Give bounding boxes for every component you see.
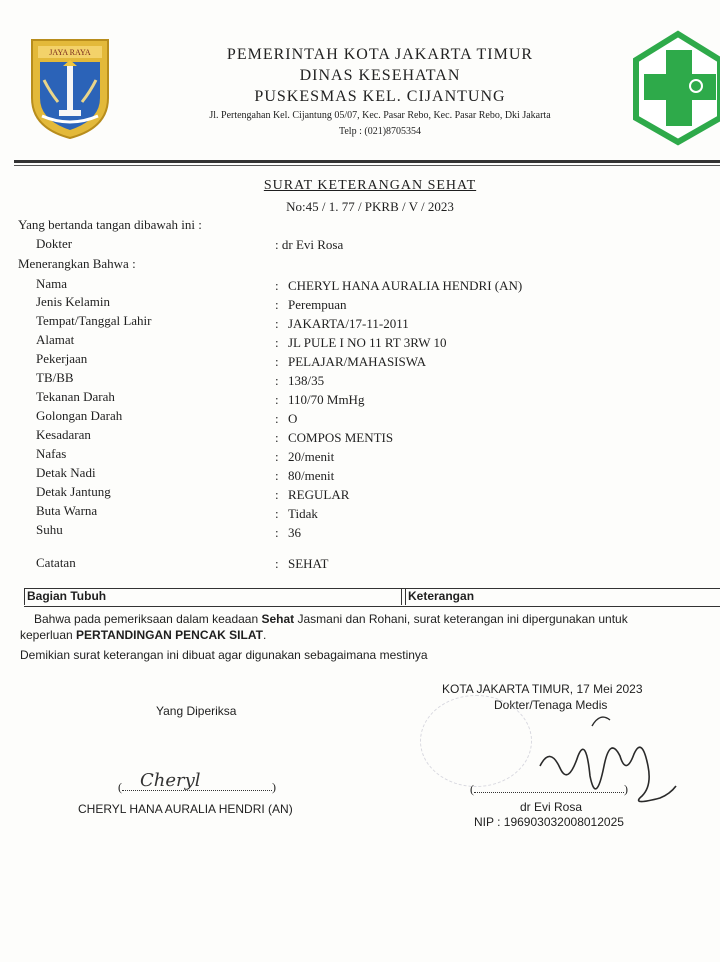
header-rule-thin	[14, 165, 720, 166]
field-label: Jenis Kelamin	[36, 294, 111, 309]
field-label: Tempat/Tanggal Lahir	[36, 313, 152, 328]
header-line-puskesmas: PUSKESMAS KEL. CIJANTUNG	[254, 88, 506, 105]
field-value: JL PULE I NO 11 RT 3RW 10	[288, 335, 447, 350]
statement-line-1: Bahwa pada pemeriksaan dalam keadaan Sehat Jasmani dan Rohani, surat keterangan ini dipergunakan untuk	[34, 612, 628, 626]
field-value: 110/70 MmHg	[288, 392, 365, 407]
field-value: CHERYL HANA AURALIA HENDRI (AN)	[288, 278, 523, 293]
field-value: O	[288, 411, 298, 426]
logo-text: JAYA RAYA	[49, 48, 91, 57]
doctor-sign-title: Dokter/Tenaga Medis	[494, 698, 608, 712]
table-header-notes: Keterangan	[405, 588, 720, 605]
header-address: Jl. Pertengahan Kel. Cijantung 05/07, Kec. Pasar Rebo, Kec. Pasar Rebo, Dki Jakarta	[209, 110, 551, 121]
field-value: 20/menit	[288, 449, 335, 464]
field-label: Buta Warna	[36, 503, 98, 518]
field-value: Perempuan	[288, 297, 347, 312]
patient-sign-title: Yang Diperiksa	[156, 704, 237, 718]
field-value: PELAJAR/MAHASISWA	[288, 354, 426, 369]
field-label: Nama	[36, 276, 68, 291]
field-value: REGULAR	[288, 487, 350, 502]
intro-text: Yang bertanda tangan dibawah ini :	[18, 217, 202, 232]
table-header-body-part: Bagian Tubuh	[24, 588, 402, 605]
health-cross-logo	[628, 30, 720, 146]
field-value: JAKARTA/17-11-2011	[288, 316, 409, 331]
statement-closing: Demikian surat keterangan ini dibuat agar digunakan sebagaimana mestinya	[20, 648, 428, 662]
patient-sign-line: ( )	[118, 780, 276, 794]
field-value: 80/menit	[288, 468, 335, 483]
doctor-name: dr Evi Rosa	[520, 800, 583, 814]
header-line-government: PEMERINTAH KOTA JAKARTA TIMUR	[226, 46, 534, 63]
field-label: Suhu	[36, 522, 63, 537]
field-label: Tekanan Darah	[36, 389, 115, 404]
document-title: SURAT KETERANGAN SEHAT	[263, 178, 477, 193]
patient-signature: Cheryl	[140, 770, 201, 791]
notes-label: Catatan	[36, 555, 76, 570]
header-phone: Telp : (021)8705354	[338, 126, 422, 137]
field-label: Pekerjaan	[36, 351, 88, 366]
doctor-sign-line: ( )	[470, 782, 628, 796]
doctor-nip: NIP : 196903032008012025	[474, 815, 624, 829]
field-label: Detak Jantung	[36, 484, 111, 499]
field-value: COMPOS MENTIS	[288, 430, 394, 445]
field-value: Tidak	[288, 506, 318, 521]
jakarta-logo	[28, 36, 112, 140]
field-label: TB/BB	[36, 370, 74, 385]
document-number: No:45 / 1. 77 / PKRB / V / 2023	[286, 199, 454, 214]
doctor-label: Dokter	[36, 236, 73, 251]
explains-text: Menerangkan Bahwa :	[18, 256, 136, 271]
field-value: 36	[288, 525, 301, 540]
field-label: Nafas	[36, 446, 67, 461]
official-stamp	[420, 695, 532, 787]
field-value: 138/35	[288, 373, 325, 388]
place-date: KOTA JAKARTA TIMUR, 17 Mei 2023	[442, 682, 643, 696]
header-line-department: DINAS KESEHATAN	[299, 67, 461, 84]
field-label: Detak Nadi	[36, 465, 96, 480]
header-rule-thick	[14, 160, 720, 163]
notes-value: SEHAT	[288, 556, 329, 571]
field-label: Golongan Darah	[36, 408, 123, 423]
doctor-value: : dr Evi Rosa	[275, 237, 344, 252]
field-label: Kesadaran	[36, 427, 91, 442]
field-label: Alamat	[36, 332, 75, 347]
patient-name: CHERYL HANA AURALIA HENDRI (AN)	[78, 802, 293, 816]
statement-line-2: keperluan PERTANDINGAN PENCAK SILAT.	[20, 628, 267, 642]
